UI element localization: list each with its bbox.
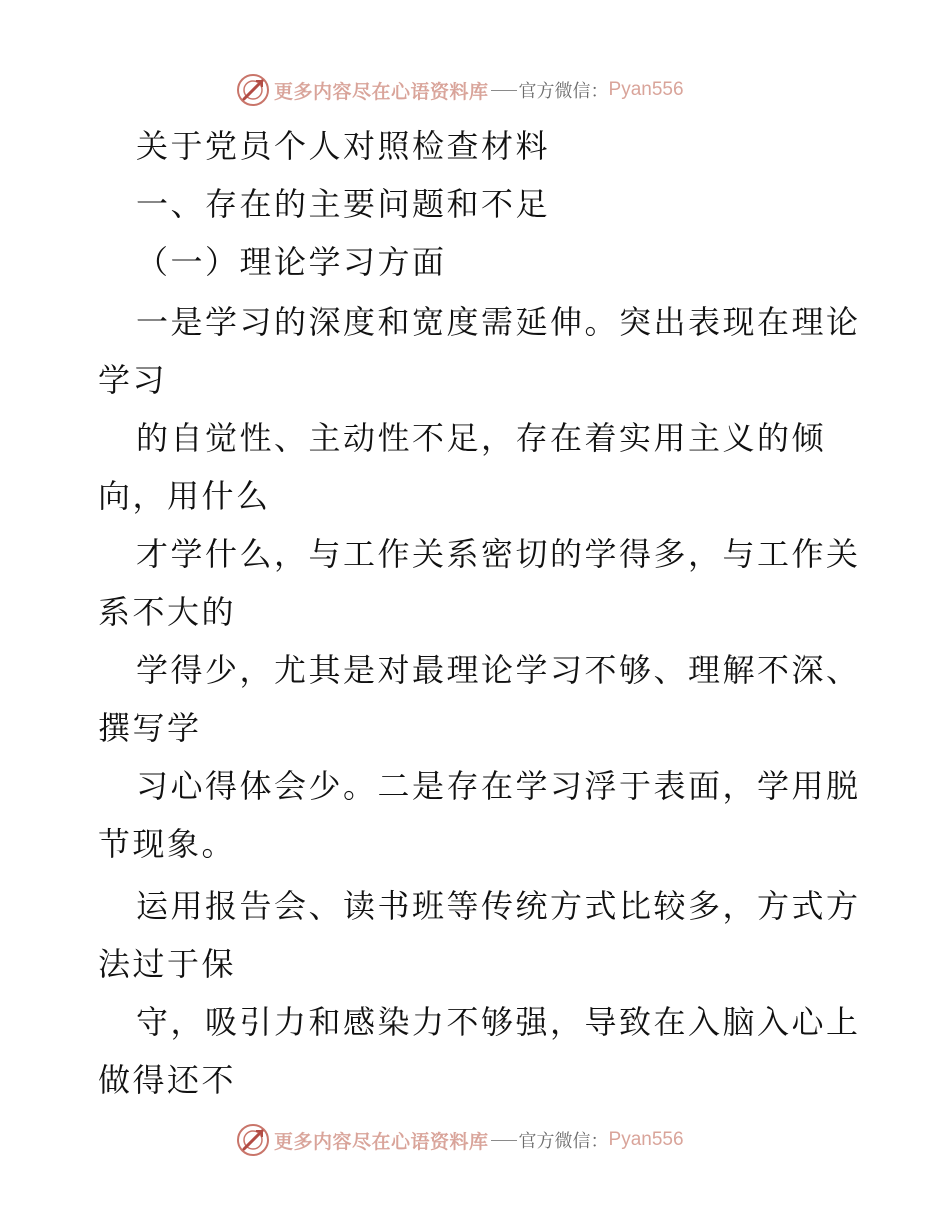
body-line: 撰写学 — [98, 709, 202, 747]
banner-title: 更多内容尽在心语资料库 — [274, 80, 489, 103]
banner-divider — [491, 1140, 517, 1141]
subsection-heading: （一）理论学习方面 — [136, 243, 447, 281]
body-line: 学得少，尤其是对最理论学习不够、理解不深、 — [136, 651, 861, 689]
body-line: 法过于保 — [98, 945, 237, 983]
body-line: 一是学习的深度和宽度需延伸。突出表现在理论 — [136, 303, 861, 341]
body-line: 做得还不 — [98, 1061, 237, 1099]
body-line: 习心得体会少。二是存在学习浮于表面，学用脱 — [136, 767, 861, 805]
section-heading: 一、存在的主要问题和不足 — [136, 185, 551, 223]
body-line: 才学什么，与工作关系密切的学得多，与工作关 — [136, 535, 861, 573]
body-line: 系不大的 — [98, 593, 237, 631]
banner-wechat-label: 官方微信： — [518, 1131, 609, 1152]
body-line: 的自觉性、主动性不足，存在着实用主义的倾 — [136, 419, 827, 457]
header-banner — [236, 72, 684, 108]
footer-banner — [236, 1122, 684, 1158]
body-line: 学习 — [98, 361, 168, 399]
banner-wechat-id: Pyan556 — [608, 79, 684, 100]
stamp-logo-icon — [236, 73, 270, 107]
body-line: 运用报告会、读书班等传统方式比较多，方式方 — [136, 887, 861, 925]
body-line: 向，用什么 — [98, 477, 271, 515]
banner-title: 更多内容尽在心语资料库 — [274, 1130, 489, 1153]
body-line: 节现象。 — [98, 825, 237, 863]
stamp-logo-icon — [236, 1123, 270, 1157]
banner-wechat-label: 官方微信： — [518, 81, 609, 102]
banner-divider — [491, 90, 517, 91]
doc-title: 关于党员个人对照检查材料 — [136, 127, 551, 165]
body-line: 守，吸引力和感染力不够强，导致在入脑入心上 — [136, 1003, 861, 1041]
banner-wechat-id: Pyan556 — [608, 1129, 684, 1150]
